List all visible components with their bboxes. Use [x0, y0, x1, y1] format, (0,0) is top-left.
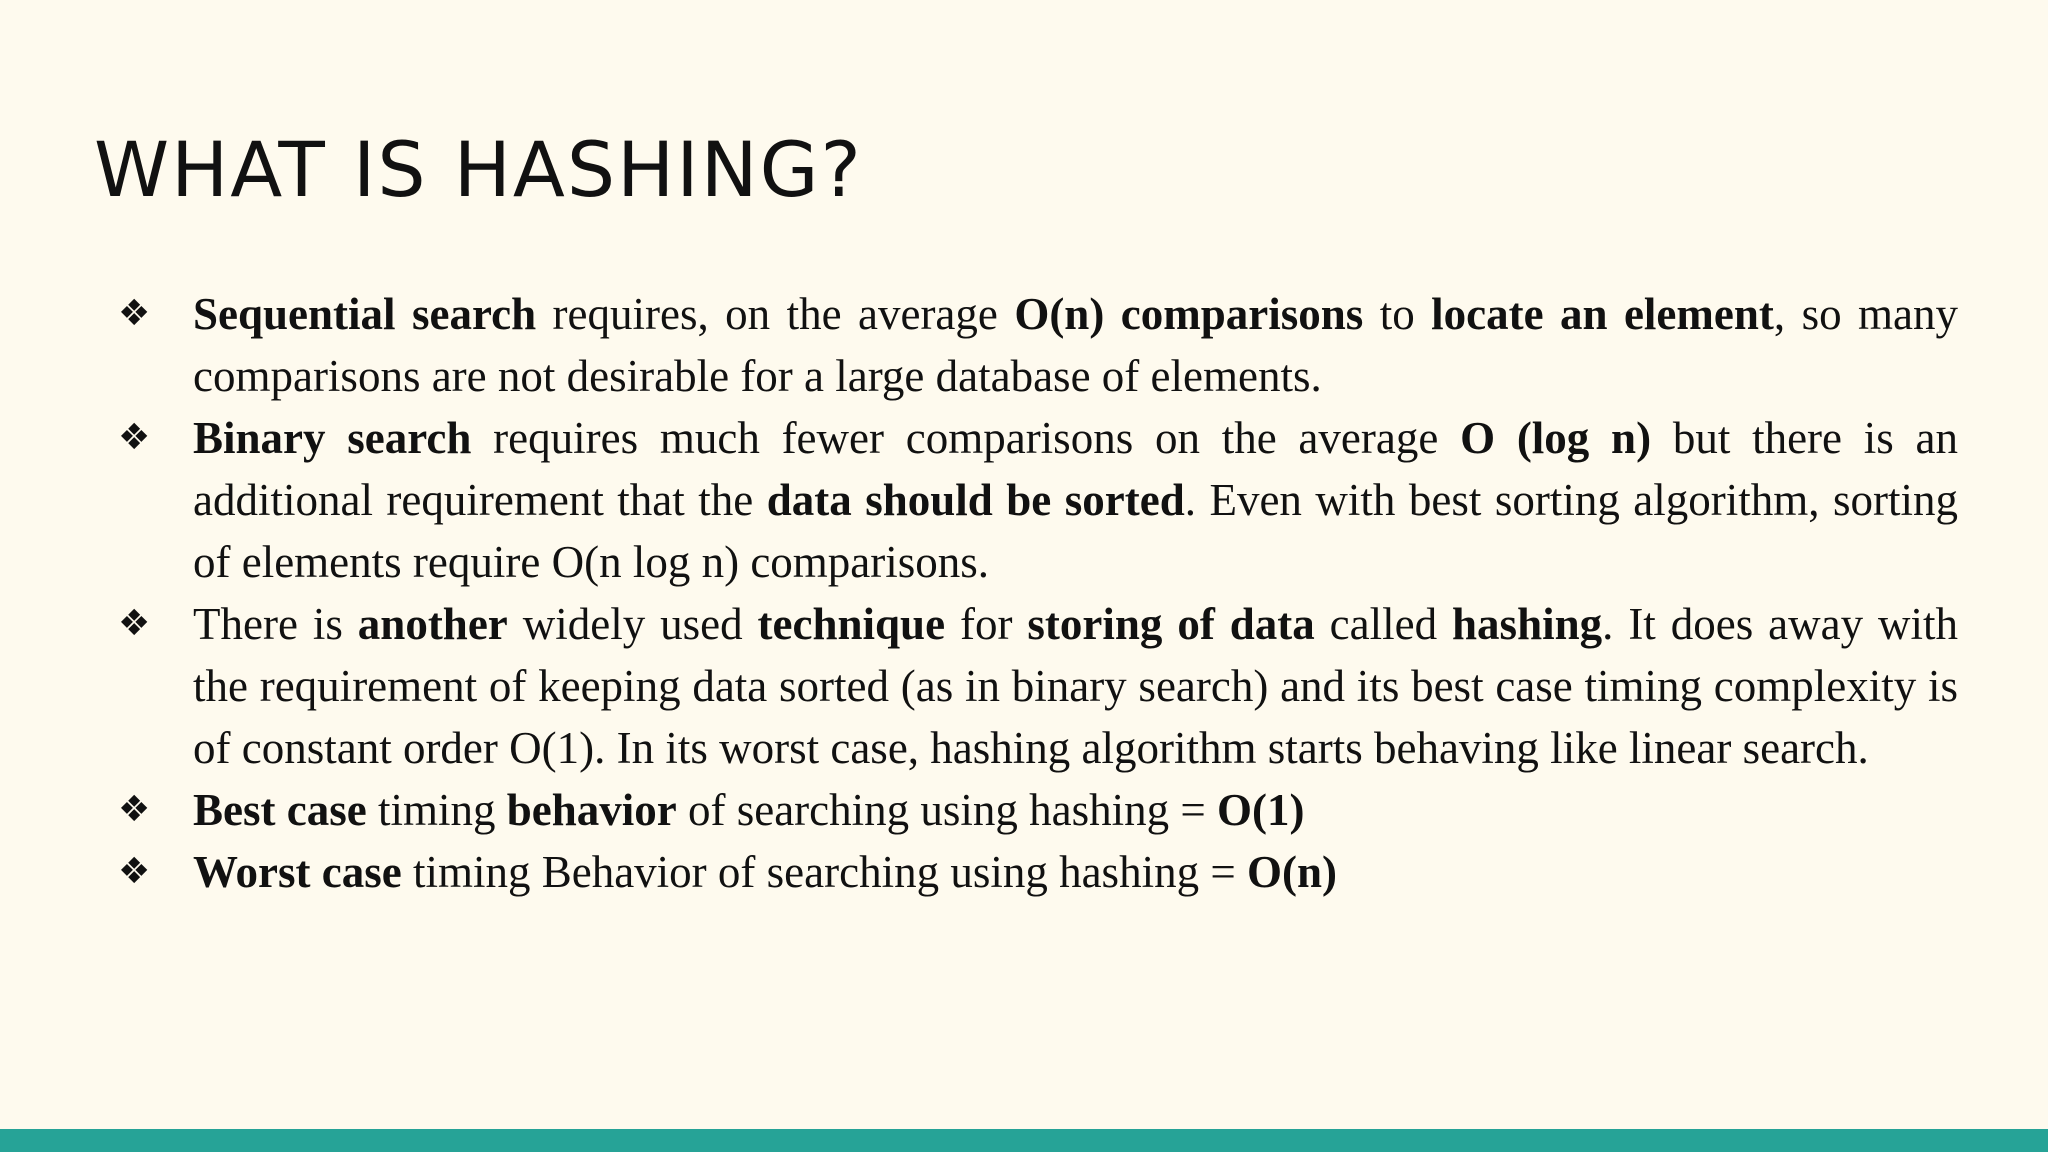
diamond-bullet-icon: ❖ [118, 851, 151, 892]
text-run: . It does away with the requirement of keeping data sorted (as in binary search) and its best case timing complexity is of constant order O(1). In its worst case, hashing algorithm starts behaving like linear search. [193, 599, 1959, 773]
bold-text-run: Sequential search [193, 289, 537, 339]
text-run: to [1363, 289, 1432, 339]
text-run: There is [193, 599, 358, 649]
bold-text-run: O(n) comparisons [1014, 289, 1364, 339]
text-run: but there is an additional requirement that the [193, 413, 1958, 525]
bold-text-run: O(1) [1217, 785, 1305, 835]
bold-text-run: storing of data [1027, 599, 1315, 649]
bold-text-run: locate an element [1431, 289, 1774, 339]
bold-text-run: Worst case [193, 847, 402, 897]
bold-text-run: Binary search [193, 413, 472, 463]
text-run: widely used [507, 599, 758, 649]
bold-text-run: technique [757, 599, 946, 649]
bottom-accent-bar [0, 1129, 2048, 1152]
bullet-text [193, 283, 1958, 407]
bullet-text [193, 841, 1958, 903]
bullet-item [118, 407, 1958, 593]
text-run: for [945, 599, 1028, 649]
bullet-list [118, 283, 1958, 903]
bullet-item [118, 283, 1958, 407]
bullet-item [118, 779, 1958, 841]
text-run: requires much fewer comparisons on the average [471, 413, 1461, 463]
bullet-text [193, 407, 1958, 593]
diamond-bullet-icon: ❖ [118, 417, 151, 458]
text-run: . Even with best sorting algorithm, sorting of elements require O(n log n) comparisons. [193, 475, 1959, 587]
bullet-text [193, 779, 1958, 841]
bold-text-run: another [357, 599, 508, 649]
bold-text-run: O(n) [1246, 847, 1337, 897]
bold-text-run: data should be sorted [766, 475, 1185, 525]
slide-title: WHAT IS HASHING? [94, 125, 863, 214]
bold-text-run: Best case [193, 785, 367, 835]
text-run: called [1314, 599, 1453, 649]
text-run: requires, on the average [536, 289, 1015, 339]
bullet-item [118, 841, 1958, 903]
diamond-bullet-icon: ❖ [118, 789, 151, 830]
diamond-bullet-icon: ❖ [118, 603, 151, 644]
bullet-item [118, 593, 1958, 779]
text-run: timing Behavior of searching using hashing = [401, 847, 1247, 897]
text-run: of searching using hashing = [676, 785, 1218, 835]
text-run: , so many comparisons are not desirable for a large database of elements. [193, 289, 1958, 401]
diamond-bullet-icon: ❖ [118, 293, 151, 334]
bold-text-run: O (log n) [1460, 413, 1652, 463]
bold-text-run: behavior [506, 785, 677, 835]
bold-text-run: hashing [1452, 599, 1603, 649]
text-run: timing [366, 785, 507, 835]
bullet-text [193, 593, 1958, 779]
